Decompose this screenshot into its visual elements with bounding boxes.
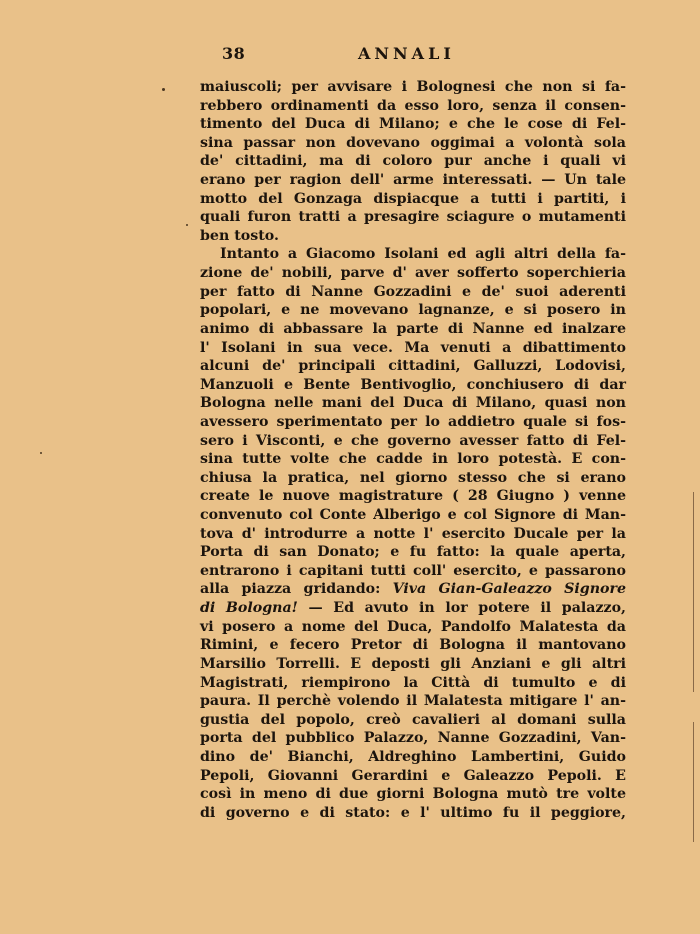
text-line: Marsilio Torrelli. E deposti gli Anziani e gli altri (200, 655, 626, 672)
text-line: l' Isolani in sua vece. Ma venuti a dibattimento (200, 339, 626, 356)
text-line: Bologna nelle mani del Duca di Milano, quasi non (200, 395, 626, 412)
text-line: quali furon tratti a presagire sciagure o mutamenti (200, 209, 626, 226)
page-header (222, 44, 630, 66)
running-head: ANNALI (358, 44, 455, 63)
text-line (200, 580, 626, 599)
text-line: vi posero a nome del Duca, Pandolfo Malatesta da (200, 618, 626, 635)
paper-speck (186, 224, 188, 226)
text-line: Magistrati, riempirono la Città di tumulto e di (200, 674, 626, 691)
text-line: alcuni de' principali cittadini, Galluzzi, Lodovisi, (200, 358, 626, 375)
text-line: per fatto di Nanne Gozzadini e de' suoi aderenti (200, 283, 626, 300)
text-segment: alla piazza gridando: (200, 581, 393, 598)
text-line: ben tosto. (200, 227, 279, 244)
text-line: Intanto a Giacomo Isolani ed agli altri della fa- (220, 246, 626, 263)
italic-text: di Bologna! (200, 600, 298, 617)
text-line: rebbero ordinamenti da esso loro, senza il consen- (200, 97, 626, 114)
text-line: popolari, e ne movevano lagnanze, e si posero in (200, 302, 626, 319)
text-line: timento del Duca di Milano; e che le cose di Fel- (200, 116, 626, 133)
text-line: erano per ragion dell' arme interessati. — Un tale (200, 172, 626, 189)
italic-text: Viva Gian-Galeazzo Signore (392, 581, 627, 598)
text-line: così in meno di due giorni Bologna mutò tre volte (200, 786, 626, 803)
text-line: dino de' Bianchi, Aldreghino Lambertini, Guido (200, 748, 626, 765)
text-line: sina passar non dovevano oggimai a volontà sola (200, 134, 626, 151)
paper-speck (162, 88, 165, 91)
page-number: 38 (222, 44, 246, 63)
text-line: di governo e di stato: e l' ultimo fu il peggiore, (200, 804, 626, 821)
text-line: entrarono i capitani tutti coll' esercito, e passarono (200, 562, 626, 579)
text-line: Rimini, e fecero Pretor di Bologna il mantovano (200, 637, 626, 654)
text-line: paura. Il perchè volendo il Malatesta mitigare l' an- (200, 693, 626, 710)
paper-speck (40, 452, 42, 454)
text-line: Manzuoli e Bente Bentivoglio, conchiusero di dar (200, 376, 626, 393)
text-line: gustia del popolo, creò cavalieri al domani sulla (200, 711, 626, 728)
body-text (200, 78, 626, 822)
text-segment: — Ed avuto in lor potere il palazzo, (297, 600, 626, 617)
text-line: avessero sperimentato per lo addietro quale si fos- (200, 413, 626, 430)
text-line: convenuto col Conte Alberigo e col Signore di Man- (200, 507, 626, 524)
text-line: motto del Gonzaga dispiacque a tutti i partiti, i (200, 190, 626, 207)
page-edge (693, 722, 694, 842)
text-line: porta del pubblico Palazzo, Nanne Gozzadini, Van- (200, 730, 626, 747)
text-line: zione de' nobili, parve d' aver sofferto soperchieria (200, 265, 626, 282)
text-line: animo di abbassare la parte di Nanne ed inalzare (200, 320, 626, 337)
text-line (200, 599, 626, 618)
text-line: create le nuove magistrature ( 28 Giugno ) venne (200, 488, 626, 505)
text-line: tova d' introdurre a notte l' esercito Ducale per la (200, 525, 626, 542)
text-line: Pepoli, Giovanni Gerardini e Galeazzo Pepoli. E (200, 767, 626, 784)
text-line: maiuscoli; per avvisare i Bolognesi che non si fa- (200, 79, 626, 95)
page-edge (693, 492, 694, 692)
text-line: sero i Visconti, e che governo avesser fatto di Fel- (200, 432, 626, 449)
text-line: chiusa la pratica, nel giorno stesso che si erano (200, 469, 626, 486)
text-line: Porta di san Donato; e fu fatto: la quale aperta, (200, 544, 626, 561)
text-line: sina tutte volte che cadde in loro potestà. E con- (200, 451, 626, 468)
text-line: de' cittadini, ma di coloro pur anche i quali vi (200, 153, 626, 170)
